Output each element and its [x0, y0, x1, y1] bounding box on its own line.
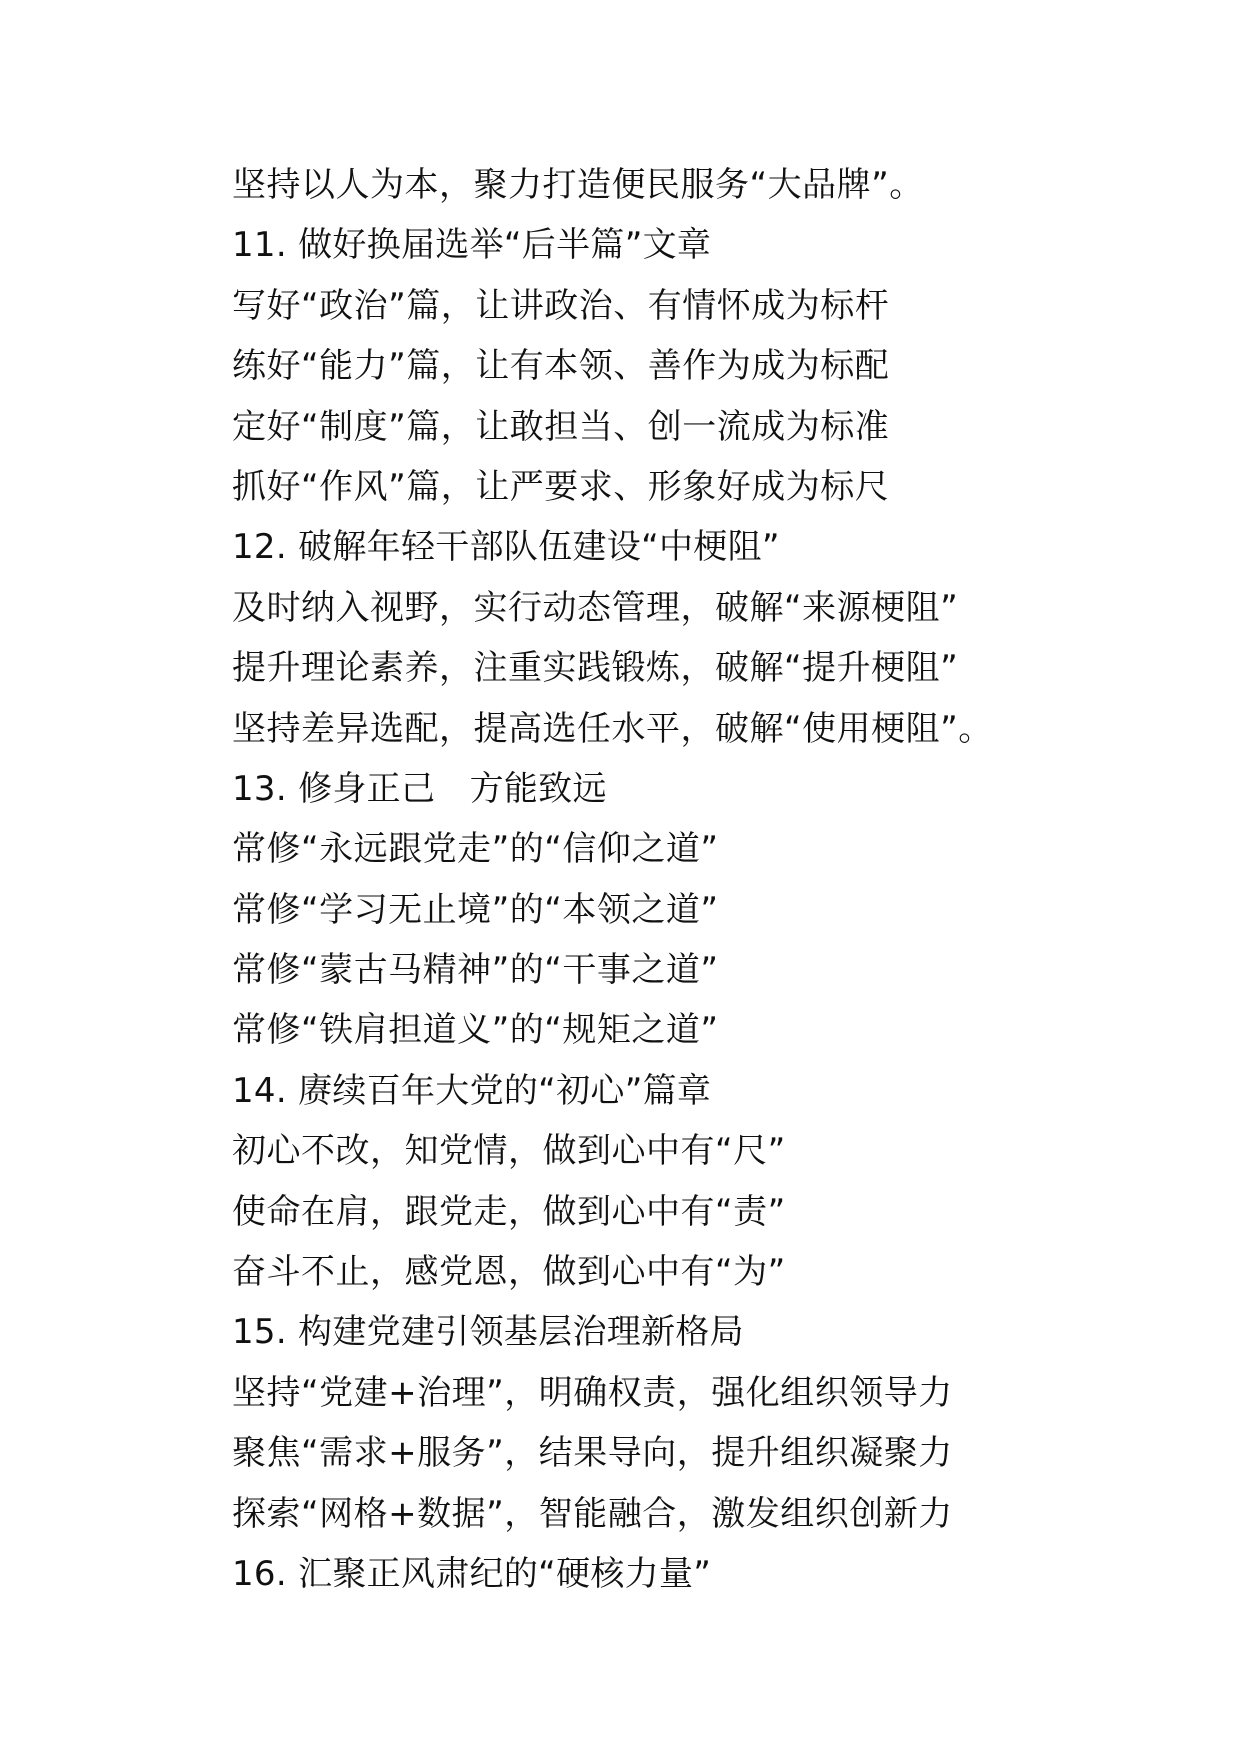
text-line: 探索“网格+数据”，智能融合，激发组织创新力 [232, 1493, 953, 1534]
section-heading: 12. 破解年轻干部队伍建设“中梗阻” [232, 527, 780, 568]
text-line: 聚焦“需求+服务”，结果导向，提升组织凝聚力 [232, 1433, 953, 1474]
text-line: 抓好“作风”篇，让严要求、形象好成为标尺 [232, 466, 890, 507]
section-heading: 14. 赓续百年大党的“初心”篇章 [232, 1070, 712, 1111]
text-line: 使命在肩，跟党走，做到心中有“责” [232, 1191, 786, 1232]
text-line: 坚持以人为本，聚力打造便民服务“大品牌”。 [232, 165, 924, 205]
text-line: 奋斗不止，感党恩，做到心中有“为” [232, 1252, 786, 1293]
document-body [232, 155, 1212, 1604]
text-line: 常修“永远跟党走”的“信仰之道” [232, 829, 719, 870]
section-heading: 15. 构建党建引领基层治理新格局 [232, 1312, 744, 1353]
text-line: 坚持“党建+治理”，明确权责，强化组织领导力 [232, 1372, 953, 1413]
text-line: 常修“铁肩担道义”的“规矩之道” [232, 1010, 719, 1051]
section-heading: 11. 做好换届选举“后半篇”文章 [232, 225, 712, 266]
section-heading: 16. 汇聚正风肃纪的“硬核力量” [232, 1553, 712, 1594]
section-heading: 13. 修身正己 方能致远 [232, 768, 607, 809]
text-line: 及时纳入视野，实行动态管理，破解“来源梗阻” [232, 587, 959, 628]
text-line: 提升理论素养，注重实践锻炼，破解“提升梗阻” [232, 648, 959, 689]
text-line: 常修“蒙古马精神”的“干事之道” [232, 950, 719, 991]
text-line: 练好“能力”篇，让有本领、善作为成为标配 [232, 346, 890, 387]
text-line: 坚持差异选配，提高选任水平，破解“使用梗阻”。 [232, 708, 993, 749]
text-line: 写好“政治”篇，让讲政治、有情怀成为标杆 [232, 285, 890, 326]
text-line: 常修“学习无止境”的“本领之道” [232, 889, 719, 930]
text-line: 初心不改，知党情，做到心中有“尺” [232, 1131, 786, 1172]
text-line: 定好“制度”篇，让敢担当、创一流成为标准 [232, 406, 890, 447]
